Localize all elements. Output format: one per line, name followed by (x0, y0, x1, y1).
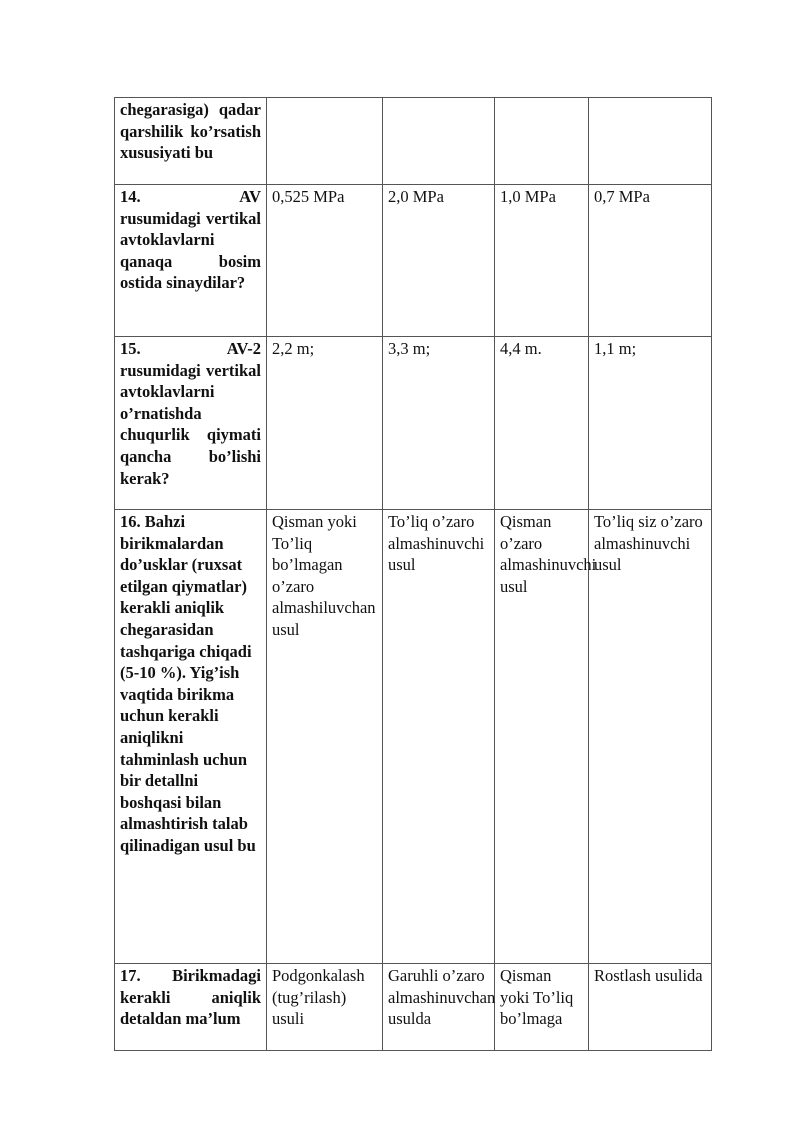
answer-cell: 3,3 m; (383, 337, 495, 510)
answer-cell (589, 98, 712, 185)
answer-cell: 1,1 m; (589, 337, 712, 510)
answer-cell: Podgonkalash (tug’rilash) usuli (267, 964, 383, 1051)
answer-cell: Qisman yoki To’liq bo’lmagan o’zaro almashiluvchan usul (267, 510, 383, 964)
answer-cell: To’liq siz o’zaro almashinuvchi usul (589, 510, 712, 964)
question-cell: 14. AV rusumidagi vertikal avtoklavlarni qanaqa bosim ostida sinaydilar? (115, 185, 267, 337)
answer-cell: 0,7 MPa (589, 185, 712, 337)
question-cell: 15. AV-2 rusumidagi vertikal avtoklavlarni o’rnatishda chuqurlik qiymati qancha bo’lishi kerak? (115, 337, 267, 510)
answer-cell (383, 98, 495, 185)
answer-cell (267, 98, 383, 185)
answer-cell: Qisman o’zaro almashinuvchi usul (495, 510, 589, 964)
answer-cell: Qisman yoki To’liq bo’lmaga (495, 964, 589, 1051)
answer-cell: 4,4 m. (495, 337, 589, 510)
answer-cell: 2,2 m; (267, 337, 383, 510)
quiz-table (114, 97, 712, 1051)
table-row (115, 185, 712, 337)
question-cell: 17. Birikmadagi kerakli aniqlik detaldan ma’lum (115, 964, 267, 1051)
table-row (115, 98, 712, 185)
table-row (115, 510, 712, 964)
table-row (115, 337, 712, 510)
table-row (115, 964, 712, 1051)
answer-cell: Garuhli o’zaro almashinuvchan usulda (383, 964, 495, 1051)
answer-cell: 2,0 MPa (383, 185, 495, 337)
answer-cell: 0,525 MPa (267, 185, 383, 337)
question-cell: 16. Bahzi birikmalardan do’usklar (ruxsat etilgan qiymatlar) kerakli aniqlik chegarasidan tashqariga chiqadi (5-10 %). Yig’ish vaqtida birikma uchun kerakli aniqlikni tahminlash uchun bir detallni boshqasi bilan almashtirish talab qilinadigan usul bu (115, 510, 267, 964)
answer-cell: To’liq o’zaro almashinuvchi usul (383, 510, 495, 964)
answer-cell (495, 98, 589, 185)
answer-cell: 1,0 MPa (495, 185, 589, 337)
question-cell: chegarasiga) qadar qarshilik ko’rsatish xususiyati bu (115, 98, 267, 185)
answer-cell: Rostlash usulida (589, 964, 712, 1051)
